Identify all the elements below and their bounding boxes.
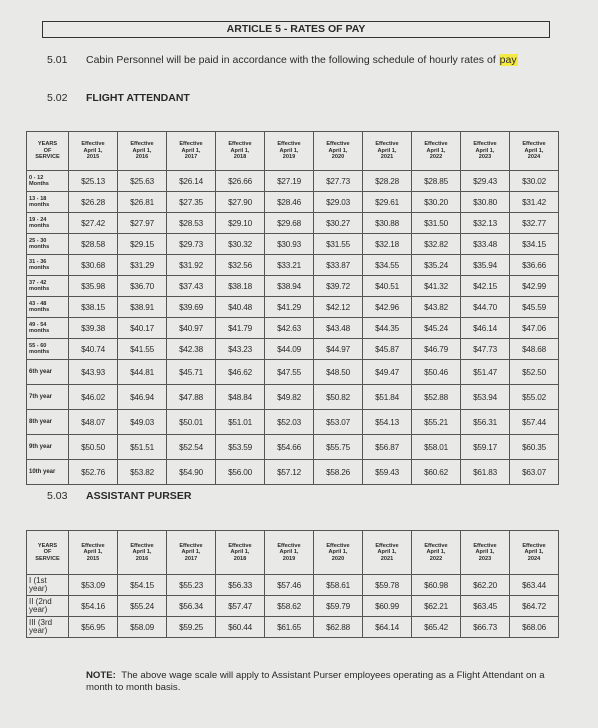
rate-cell: $49.03 (118, 410, 167, 435)
header-effective-2021: Effective April 1, 2021 (363, 132, 412, 171)
rate-cell: $49.47 (363, 360, 412, 385)
row-label: 9th year (27, 435, 69, 460)
rate-cell: $56.00 (216, 460, 265, 485)
rate-cell: $38.91 (118, 297, 167, 318)
row-label: 19 - 24 months (27, 213, 69, 234)
row-label: 49 - 54 months (27, 318, 69, 339)
rate-cell: $40.74 (69, 339, 118, 360)
rate-cell: $32.82 (412, 234, 461, 255)
rate-cell: $31.50 (412, 213, 461, 234)
rate-cell: $50.82 (314, 385, 363, 410)
rate-cell: $58.26 (314, 460, 363, 485)
header-effective-2023: Effective April 1, 2023 (461, 531, 510, 575)
section-number-5-03: 5.03 (47, 490, 68, 502)
header-years-of-service: YEARS OF SERVICE (27, 531, 69, 575)
header-effective-2017: Effective April 1, 2017 (167, 531, 216, 575)
section-title-flight-attendant: FLIGHT ATTENDANT (86, 92, 190, 104)
rate-cell: $41.29 (265, 297, 314, 318)
rate-cell: $47.73 (461, 339, 510, 360)
rate-cell: $29.43 (461, 171, 510, 192)
header-effective-2018: Effective April 1, 2018 (216, 531, 265, 575)
rate-cell: $28.85 (412, 171, 461, 192)
rate-cell: $32.56 (216, 255, 265, 276)
rate-cell: $26.81 (118, 192, 167, 213)
rate-cell: $29.10 (216, 213, 265, 234)
rate-cell: $30.88 (363, 213, 412, 234)
rate-cell: $48.84 (216, 385, 265, 410)
table-row (27, 297, 559, 318)
rate-cell: $57.47 (216, 596, 265, 617)
table-row (27, 255, 559, 276)
rate-cell: $42.96 (363, 297, 412, 318)
row-label: 13 - 18 months (27, 192, 69, 213)
rate-cell: $30.32 (216, 234, 265, 255)
rate-cell: $62.21 (412, 596, 461, 617)
table-row (27, 435, 559, 460)
header-effective-2024: Effective April 1, 2024 (510, 132, 559, 171)
rate-cell: $59.78 (363, 575, 412, 596)
rate-cell: $48.07 (69, 410, 118, 435)
rate-cell: $56.87 (363, 435, 412, 460)
rate-cell: $55.02 (510, 385, 559, 410)
rate-cell: $59.43 (363, 460, 412, 485)
rate-cell: $30.02 (510, 171, 559, 192)
rate-cell: $29.61 (363, 192, 412, 213)
rate-cell: $31.92 (167, 255, 216, 276)
rate-cell: $44.09 (265, 339, 314, 360)
rate-cell: $26.66 (216, 171, 265, 192)
header-effective-2023: Effective April 1, 2023 (461, 132, 510, 171)
rate-cell: $33.48 (461, 234, 510, 255)
rate-cell: $65.42 (412, 617, 461, 638)
highlighted-word: pay (499, 54, 517, 66)
rate-cell: $58.01 (412, 435, 461, 460)
rate-cell: $63.44 (510, 575, 559, 596)
table-row (27, 318, 559, 339)
rate-cell: $57.46 (265, 575, 314, 596)
rate-cell: $34.15 (510, 234, 559, 255)
rate-cell: $54.90 (167, 460, 216, 485)
rate-cell: $42.15 (461, 276, 510, 297)
rate-cell: $60.98 (412, 575, 461, 596)
rate-cell: $60.62 (412, 460, 461, 485)
row-label: II (2nd year) (27, 596, 69, 617)
table-row (27, 213, 559, 234)
row-label: 7th year (27, 385, 69, 410)
table-row (27, 617, 559, 638)
rate-cell: $54.66 (265, 435, 314, 460)
rate-cell: $27.97 (118, 213, 167, 234)
rate-cell: $35.94 (461, 255, 510, 276)
rate-cell: $30.27 (314, 213, 363, 234)
rate-cell: $52.03 (265, 410, 314, 435)
row-label: 8th year (27, 410, 69, 435)
row-label: 43 - 48 months (27, 297, 69, 318)
rate-cell: $45.87 (363, 339, 412, 360)
rate-cell: $35.98 (69, 276, 118, 297)
row-label: 10th year (27, 460, 69, 485)
rate-cell: $56.31 (461, 410, 510, 435)
rate-cell: $30.20 (412, 192, 461, 213)
rate-cell: $56.34 (167, 596, 216, 617)
rate-cell: $63.45 (461, 596, 510, 617)
rate-cell: $56.33 (216, 575, 265, 596)
rate-cell: $52.50 (510, 360, 559, 385)
header-effective-2020: Effective April 1, 2020 (314, 531, 363, 575)
rate-cell: $58.09 (118, 617, 167, 638)
rate-cell: $32.13 (461, 213, 510, 234)
rate-cell: $55.23 (167, 575, 216, 596)
rate-cell: $43.48 (314, 318, 363, 339)
rate-cell: $58.62 (265, 596, 314, 617)
header-effective-2016: Effective April 1, 2016 (118, 531, 167, 575)
rate-cell: $53.82 (118, 460, 167, 485)
note-text: The above wage scale will apply to Assistant Purser employees operating as a Flight Attendant on a month to month basis. (86, 670, 545, 693)
rate-cell: $31.42 (510, 192, 559, 213)
row-label: 6th year (27, 360, 69, 385)
rate-cell: $57.44 (510, 410, 559, 435)
rate-cell: $51.84 (363, 385, 412, 410)
row-label: 37 - 42 months (27, 276, 69, 297)
section-5-01-body: Cabin Personnel will be paid in accordance with the following schedule of hourly rates of (86, 54, 499, 66)
section-number-5-02: 5.02 (47, 92, 68, 104)
rate-cell: $27.42 (69, 213, 118, 234)
rate-cell: $44.70 (461, 297, 510, 318)
rate-cell: $42.63 (265, 318, 314, 339)
rate-cell: $55.75 (314, 435, 363, 460)
rate-cell: $29.03 (314, 192, 363, 213)
rate-cell: $56.95 (69, 617, 118, 638)
row-label: 55 - 60 months (27, 339, 69, 360)
rate-cell: $61.65 (265, 617, 314, 638)
flight-attendant-rate-table (26, 131, 559, 485)
header-effective-2020: Effective April 1, 2020 (314, 132, 363, 171)
rate-cell: $44.97 (314, 339, 363, 360)
row-label: I (1st year) (27, 575, 69, 596)
rate-cell: $53.09 (69, 575, 118, 596)
header-effective-2022: Effective April 1, 2022 (412, 531, 461, 575)
rate-cell: $38.94 (265, 276, 314, 297)
rate-cell: $47.06 (510, 318, 559, 339)
rate-cell: $37.43 (167, 276, 216, 297)
rate-cell: $55.21 (412, 410, 461, 435)
header-effective-2015: Effective April 1, 2015 (69, 531, 118, 575)
rate-cell: $31.55 (314, 234, 363, 255)
rate-cell: $42.99 (510, 276, 559, 297)
rate-cell: $58.61 (314, 575, 363, 596)
header-effective-2024: Effective April 1, 2024 (510, 531, 559, 575)
section-title-assistant-purser: ASSISTANT PURSER (86, 490, 192, 502)
rate-cell: $29.73 (167, 234, 216, 255)
rate-cell: $38.18 (216, 276, 265, 297)
rate-cell: $29.68 (265, 213, 314, 234)
rate-cell: $29.15 (118, 234, 167, 255)
rate-cell: $59.17 (461, 435, 510, 460)
rate-cell: $40.17 (118, 318, 167, 339)
table-row (27, 596, 559, 617)
rate-cell: $25.13 (69, 171, 118, 192)
rate-cell: $46.62 (216, 360, 265, 385)
rate-cell: $47.55 (265, 360, 314, 385)
rate-cell: $32.18 (363, 234, 412, 255)
rate-cell: $45.59 (510, 297, 559, 318)
rate-cell: $54.16 (69, 596, 118, 617)
rate-cell: $51.01 (216, 410, 265, 435)
table-header-row (27, 531, 559, 575)
table-row (27, 410, 559, 435)
rate-cell: $51.51 (118, 435, 167, 460)
rate-cell: $26.28 (69, 192, 118, 213)
assistant-purser-rate-table (26, 530, 559, 638)
rate-cell: $60.35 (510, 435, 559, 460)
rate-cell: $39.72 (314, 276, 363, 297)
rate-cell: $39.69 (167, 297, 216, 318)
rate-cell: $28.46 (265, 192, 314, 213)
section-number-5-01: 5.01 (47, 54, 68, 66)
rate-cell: $33.87 (314, 255, 363, 276)
rate-cell: $27.35 (167, 192, 216, 213)
rate-cell: $45.71 (167, 360, 216, 385)
rate-cell: $38.15 (69, 297, 118, 318)
row-label: 0 - 12 Months (27, 171, 69, 192)
rate-cell: $26.14 (167, 171, 216, 192)
rate-cell: $39.38 (69, 318, 118, 339)
rate-cell: $50.50 (69, 435, 118, 460)
rate-cell: $53.59 (216, 435, 265, 460)
rate-cell: $47.88 (167, 385, 216, 410)
header-effective-2022: Effective April 1, 2022 (412, 132, 461, 171)
rate-cell: $45.24 (412, 318, 461, 339)
rate-cell: $40.48 (216, 297, 265, 318)
rate-cell: $60.99 (363, 596, 412, 617)
table-row (27, 460, 559, 485)
header-effective-2015: Effective April 1, 2015 (69, 132, 118, 171)
row-label: 25 - 30 months (27, 234, 69, 255)
rate-cell: $27.19 (265, 171, 314, 192)
header-effective-2019: Effective April 1, 2019 (265, 531, 314, 575)
rate-cell: $46.94 (118, 385, 167, 410)
rate-cell: $50.46 (412, 360, 461, 385)
rate-cell: $52.54 (167, 435, 216, 460)
rate-cell: $62.88 (314, 617, 363, 638)
rate-cell: $42.38 (167, 339, 216, 360)
row-label: III (3rd year) (27, 617, 69, 638)
rate-cell: $52.88 (412, 385, 461, 410)
rate-cell: $40.97 (167, 318, 216, 339)
rate-cell: $35.24 (412, 255, 461, 276)
rate-cell: $64.14 (363, 617, 412, 638)
rate-cell: $27.73 (314, 171, 363, 192)
rate-cell: $43.93 (69, 360, 118, 385)
rate-cell: $30.80 (461, 192, 510, 213)
rate-cell: $25.63 (118, 171, 167, 192)
table-row (27, 276, 559, 297)
rate-cell: $40.51 (363, 276, 412, 297)
header-effective-2021: Effective April 1, 2021 (363, 531, 412, 575)
rate-cell: $27.90 (216, 192, 265, 213)
table-row (27, 192, 559, 213)
rate-cell: $68.06 (510, 617, 559, 638)
header-effective-2018: Effective April 1, 2018 (216, 132, 265, 171)
table-row (27, 339, 559, 360)
rate-cell: $54.15 (118, 575, 167, 596)
rate-cell: $61.83 (461, 460, 510, 485)
header-effective-2016: Effective April 1, 2016 (118, 132, 167, 171)
rate-cell: $44.35 (363, 318, 412, 339)
rate-cell: $30.93 (265, 234, 314, 255)
rate-cell: $49.82 (265, 385, 314, 410)
rate-cell: $32.77 (510, 213, 559, 234)
rate-cell: $41.79 (216, 318, 265, 339)
rate-cell: $36.70 (118, 276, 167, 297)
article-title: ARTICLE 5 - RATES OF PAY (42, 21, 550, 38)
rate-cell: $43.82 (412, 297, 461, 318)
rate-cell: $57.12 (265, 460, 314, 485)
row-label: 31 - 36 months (27, 255, 69, 276)
rate-cell: $63.07 (510, 460, 559, 485)
rate-cell: $28.28 (363, 171, 412, 192)
rate-cell: $33.21 (265, 255, 314, 276)
rate-cell: $48.68 (510, 339, 559, 360)
rate-cell: $42.12 (314, 297, 363, 318)
rate-cell: $59.79 (314, 596, 363, 617)
rate-cell: $46.02 (69, 385, 118, 410)
rate-cell: $59.25 (167, 617, 216, 638)
header-effective-2019: Effective April 1, 2019 (265, 132, 314, 171)
rate-cell: $50.01 (167, 410, 216, 435)
rate-cell: $62.20 (461, 575, 510, 596)
rate-cell: $31.29 (118, 255, 167, 276)
section-5-01-text (86, 54, 556, 67)
rate-cell: $53.07 (314, 410, 363, 435)
rate-cell: $64.72 (510, 596, 559, 617)
rate-cell: $41.32 (412, 276, 461, 297)
rate-cell: $55.24 (118, 596, 167, 617)
rate-cell: $43.23 (216, 339, 265, 360)
rate-cell: $52.76 (69, 460, 118, 485)
header-effective-2017: Effective April 1, 2017 (167, 132, 216, 171)
rate-cell: $28.53 (167, 213, 216, 234)
rate-cell: $54.13 (363, 410, 412, 435)
table-header-row (27, 132, 559, 171)
rate-cell: $28.58 (69, 234, 118, 255)
rate-cell: $60.44 (216, 617, 265, 638)
note-paragraph (86, 670, 551, 694)
rate-cell: $44.81 (118, 360, 167, 385)
rate-cell: $46.79 (412, 339, 461, 360)
rate-cell: $48.50 (314, 360, 363, 385)
table-row (27, 171, 559, 192)
table-row (27, 360, 559, 385)
rate-cell: $30.68 (69, 255, 118, 276)
rate-cell: $34.55 (363, 255, 412, 276)
rate-cell: $36.66 (510, 255, 559, 276)
rate-cell: $51.47 (461, 360, 510, 385)
table-row (27, 575, 559, 596)
rate-cell: $66.73 (461, 617, 510, 638)
rate-cell: $53.94 (461, 385, 510, 410)
table-row (27, 234, 559, 255)
rate-cell: $41.55 (118, 339, 167, 360)
header-years-of-service: YEARS OF SERVICE (27, 132, 69, 171)
rate-cell: $46.14 (461, 318, 510, 339)
table-row (27, 385, 559, 410)
note-label: NOTE: (86, 670, 116, 681)
